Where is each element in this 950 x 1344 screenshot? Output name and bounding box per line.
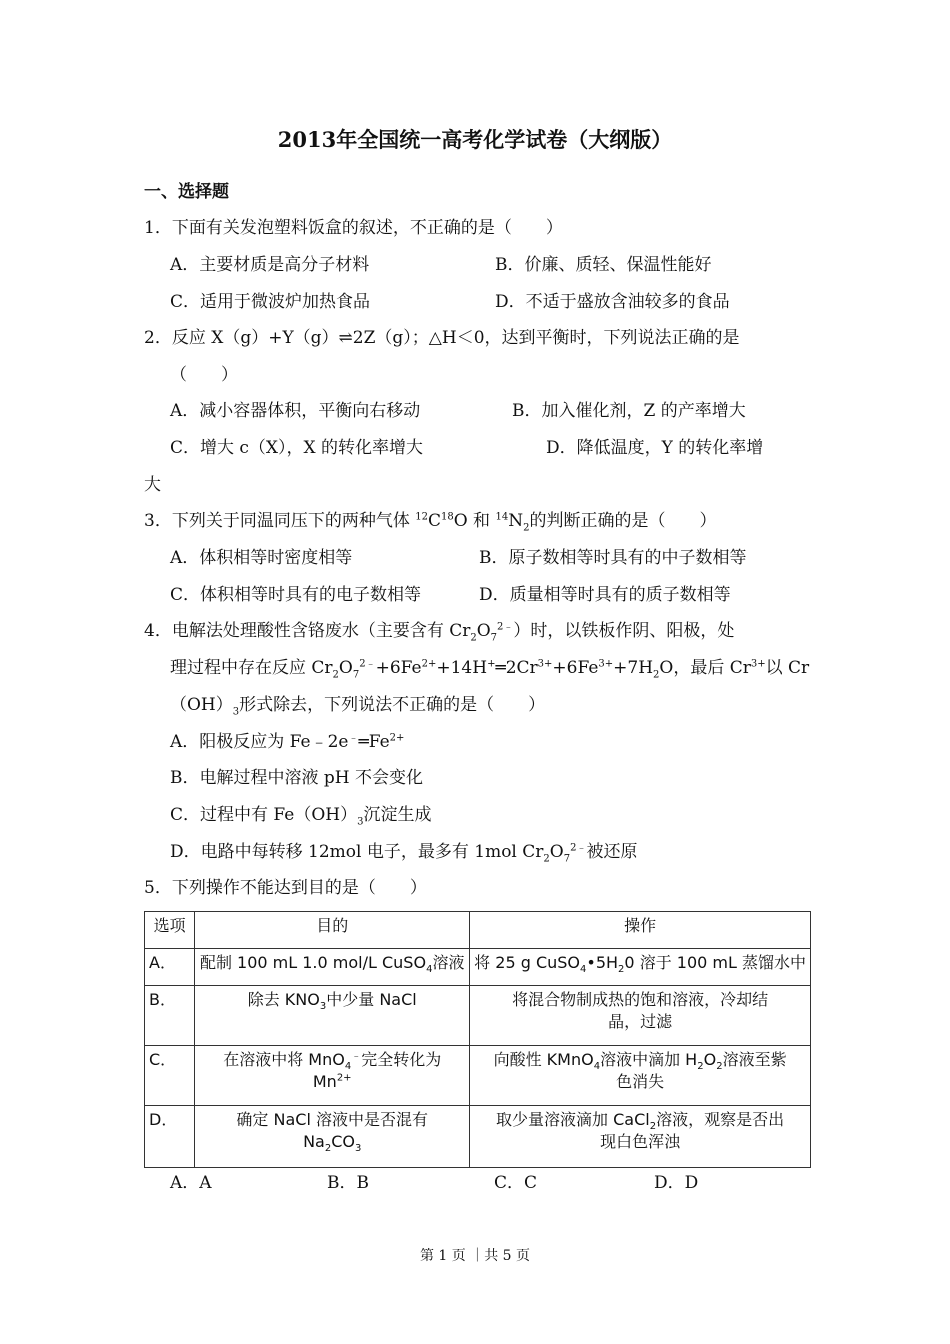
q4-option-c: C．过程中有 $Fe(OH)_3$沉淀生成 [170, 805, 432, 828]
q5-stem: 5．下列操作不能达到目的是（ ） [144, 878, 427, 898]
table-cell-option: D． [145, 1106, 195, 1168]
q3-option-c: C．体积相等时具有的电子数相等 [170, 585, 422, 605]
table-cell-purpose: 在溶液中将 MnO$_4$﹣完全转化为 $Mn^{2+}$ [195, 1046, 470, 1106]
q5-answer-b: B．B [327, 1173, 369, 1193]
table-header: 操作 [470, 912, 811, 949]
q2-option-b: B．加入催化剂，Z 的产率增大 [512, 401, 746, 421]
table-row [145, 1106, 811, 1168]
q5-answer-d: D．D [654, 1173, 699, 1193]
q3-stem: 3．下列关于同温同压下的两种气体 $^{12}C^{18}O$ 和 $^{14}N_2$的判断正确的是（ ） [144, 511, 717, 534]
table-cell-operation: 取少量溶液滴加 CaCl$_2$溶液，观察是否出 现白色浑浊 [470, 1106, 811, 1168]
q4-option-d: D．电路中每转移 12mol 电子，最多有 1mol $Cr_2O_7^{2﹣}$被还原 [170, 842, 638, 865]
page-title: 2013年全国统一高考化学试卷（大纲版） [277, 127, 673, 152]
table-header: 选项 [145, 912, 195, 949]
q5-table [144, 911, 811, 1168]
table-cell-option: A． [145, 949, 195, 986]
q4-option-a: A．阳极反应为 $Fe﹣2e^﹣═Fe^{2+}$ [170, 732, 405, 752]
q2-stem-paren: （ ） [170, 365, 238, 385]
table-cell-option: B． [145, 986, 195, 1046]
q4-stem-line1: 4．电解法处理酸性含铬废水（主要含有 $Cr_2O_7^{2﹣}$）时，以铁板作阴、阳极，处 [144, 621, 735, 644]
q1-option-d: D．不适于盛放含油较多的食品 [495, 292, 730, 312]
q2-stem: 2．反应 X（g）+Y（g）⇌2Z（g）；△H＜0，达到平衡时，下列说法正确的是 [144, 328, 740, 348]
q4-stem-line2: 理过程中存在反应 $Cr_2O_7^{2﹣}+6Fe^{2+}+14H^+═2Cr^{3+}+6Fe^{3+}+7H_2O$，最后 $Cr^{3+}$以 Cr [170, 658, 810, 681]
q4-stem-line3: $(OH)_3$形式除去，下列说法不正确的是（ ） [170, 695, 546, 718]
table-cell-operation: 将 25 g $CuSO_4•5H_20$ 溶于 100 mL 蒸馏水中 [470, 949, 811, 986]
q2-option-a: A．减小容器体积，平衡向右移动 [170, 401, 421, 421]
page-footer: 第 1 页 ｜共 5 页 [419, 1248, 531, 1264]
q3-option-a: A．体积相等时密度相等 [170, 548, 353, 568]
table-cell-option: C． [145, 1046, 195, 1106]
q2-option-d-wrap: 大 [144, 475, 161, 495]
table-row [145, 949, 811, 986]
q2-option-c: C．增大 c（X），X 的转化率增大 [170, 438, 424, 458]
table-cell-operation: 将混合物制成热的饱和溶液，冷却结 晶，过滤 [470, 986, 811, 1046]
table-cell-purpose: 确定 NaCl 溶液中是否混有 $Na_2CO_3$ [195, 1106, 470, 1168]
q4-option-b: B．电解过程中溶液 pH 不会变化 [170, 768, 424, 788]
table-row [145, 1046, 811, 1106]
q5-answer-c: C．C [494, 1173, 538, 1193]
q1-option-b: B．价廉、质轻、保温性能好 [495, 255, 712, 275]
q3-option-b: B．原子数相等时具有的中子数相等 [479, 548, 747, 568]
q1-option-a: A．主要材质是高分子材料 [170, 255, 370, 275]
table-cell-purpose: 配制 100 mL 1.0 mol/L CuSO$_4$溶液 [195, 949, 470, 986]
q1-stem: 1．下面有关发泡塑料饭盒的叙述，不正确的是（ ） [144, 218, 563, 238]
table-header: 目的 [195, 912, 470, 949]
table-header-row [145, 912, 811, 949]
section-heading: 一、选择题 [144, 182, 229, 202]
q2-option-d: D．降低温度，Y 的转化率增 [546, 438, 764, 458]
table-cell-operation: 向酸性 KMnO$_4$溶液中滴加 $H_2O_2$溶液至紫 色消失 [470, 1046, 811, 1106]
q3-option-d: D．质量相等时具有的质子数相等 [479, 585, 731, 605]
table-cell-purpose: 除去 $KNO_3$中少量 NaCl [195, 986, 470, 1046]
q5-answer-a: A．A [170, 1173, 212, 1193]
q1-option-c: C．适用于微波炉加热食品 [170, 292, 371, 312]
table-row [145, 986, 811, 1046]
